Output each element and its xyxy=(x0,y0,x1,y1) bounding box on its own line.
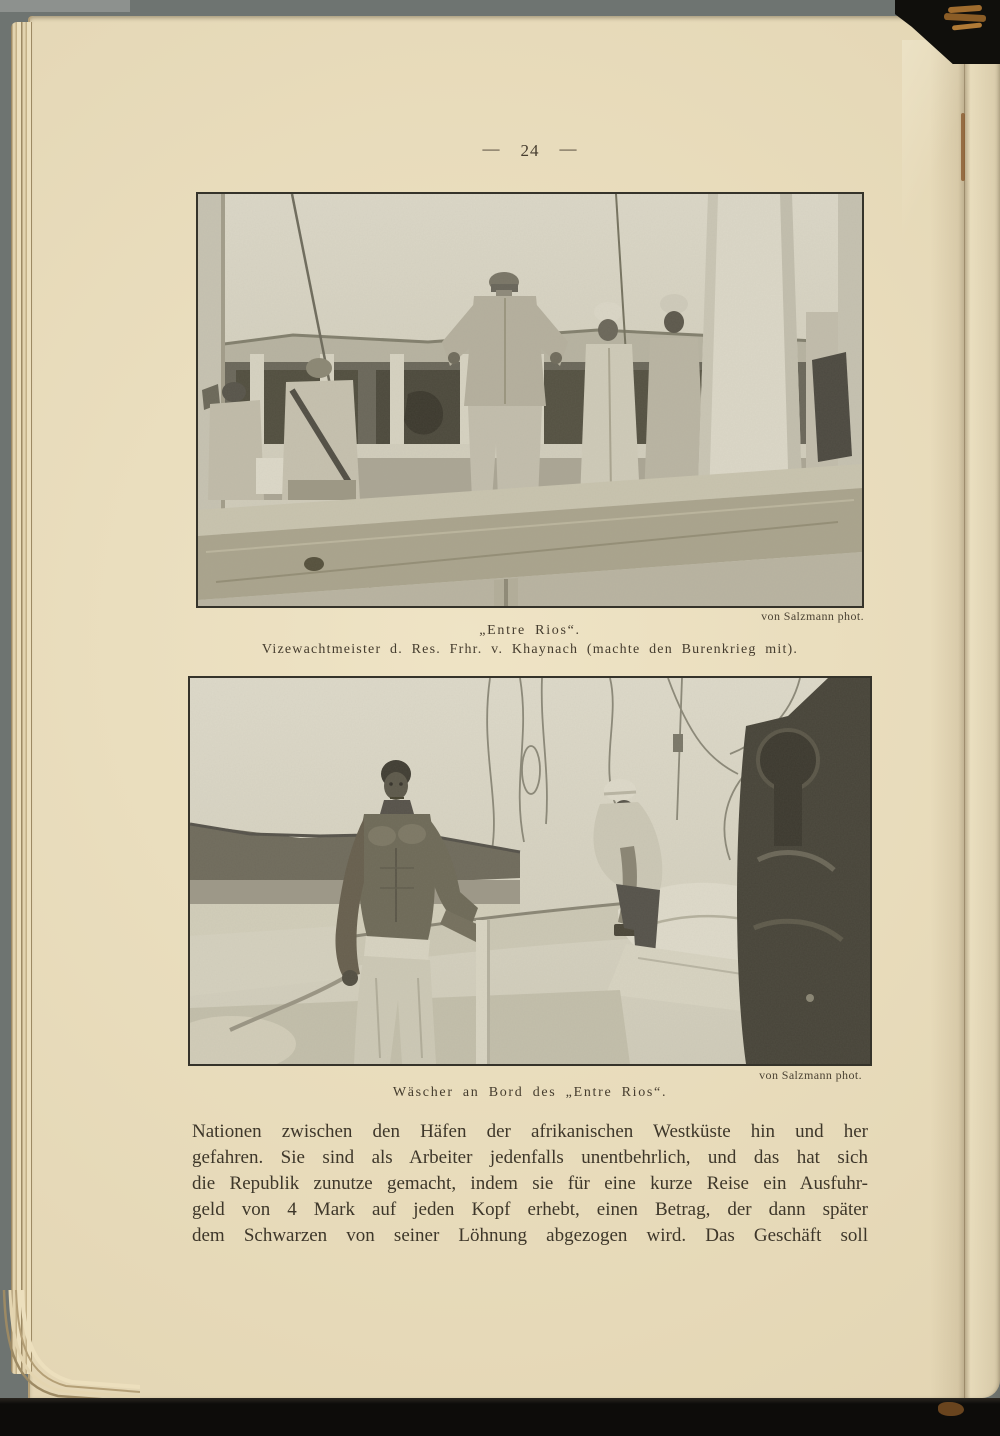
body-paragraph xyxy=(192,1119,868,1249)
photo-washermen-illustration xyxy=(190,678,870,1064)
photo1-caption-subtitle: Vizewachtmeister d. Res. Frhr. v. Khaynach (machte den Burenkrieg mit). xyxy=(261,642,799,657)
photo-entre-rios-deck-illustration xyxy=(198,194,862,606)
paper-repair-mark xyxy=(961,113,965,181)
photo1-caption-title: „Entre Rios“. xyxy=(479,623,581,638)
book-cover-bottom-edge xyxy=(0,1398,1000,1436)
text-line: dem Schwarzen von seiner Löhnung abgezogen wird. Das Geschäft soll xyxy=(192,1225,868,1246)
book-board-edge xyxy=(0,0,130,12)
text-line: geld von 4 Mark auf jeden Kopf erhebt, einen Betrag, der dann später xyxy=(192,1199,868,1220)
photo-entre-rios-washermen xyxy=(188,676,872,1066)
photo2-caption: Wäscher an Bord des „Entre Rios“. xyxy=(392,1085,668,1100)
text-line: gefahren. Sie sind als Arbeiter jedenfalls unentbehrlich, und das hat sich xyxy=(192,1147,868,1168)
page-stack-edges xyxy=(11,22,32,1374)
page-number-value: 24 xyxy=(520,141,540,160)
page-corner-curl xyxy=(938,1402,964,1416)
page-number-dash-right: — xyxy=(559,139,578,158)
page-number-dash-left: — xyxy=(482,139,501,158)
photo1-credit: von Salzmann phot. xyxy=(761,609,864,623)
photo2-credit: von Salzmann phot. xyxy=(759,1068,862,1082)
photo-entre-rios-deck xyxy=(196,192,864,608)
text-line: Nationen zwischen den Häfen der afrikanischen Westküste hin und her xyxy=(192,1121,868,1142)
text-line: die Republik zunutze gemacht, indem sie für eine kurze Reise ein Ausfuhr- xyxy=(192,1173,868,1194)
page-number xyxy=(190,141,870,161)
